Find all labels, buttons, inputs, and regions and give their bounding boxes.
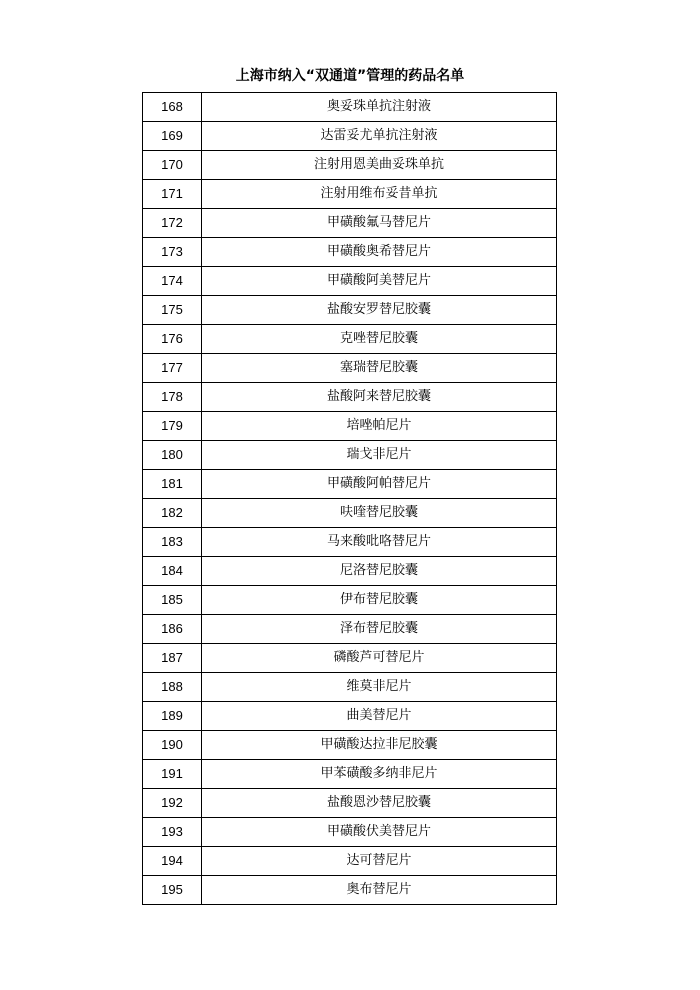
drug-name-cell: 盐酸阿来替尼胶囊 bbox=[202, 383, 557, 412]
row-number-cell: 190 bbox=[143, 731, 202, 760]
drug-name-cell: 维莫非尼片 bbox=[202, 673, 557, 702]
row-number-cell: 170 bbox=[143, 151, 202, 180]
row-number-cell: 185 bbox=[143, 586, 202, 615]
row-number-cell: 174 bbox=[143, 267, 202, 296]
table-row bbox=[143, 122, 557, 151]
table-row bbox=[143, 760, 557, 789]
drug-name-cell: 奥妥珠单抗注射液 bbox=[202, 93, 557, 122]
row-number-cell: 176 bbox=[143, 325, 202, 354]
row-number-cell: 178 bbox=[143, 383, 202, 412]
drug-name-cell: 培唑帕尼片 bbox=[202, 412, 557, 441]
drug-name-cell: 盐酸安罗替尼胶囊 bbox=[202, 296, 557, 325]
drug-name-cell: 甲磺酸氟马替尼片 bbox=[202, 209, 557, 238]
table-row bbox=[143, 93, 557, 122]
drug-name-cell: 克唑替尼胶囊 bbox=[202, 325, 557, 354]
drug-name-cell: 达可替尼片 bbox=[202, 847, 557, 876]
drug-name-cell: 磷酸芦可替尼片 bbox=[202, 644, 557, 673]
row-number-cell: 194 bbox=[143, 847, 202, 876]
drug-name-cell: 曲美替尼片 bbox=[202, 702, 557, 731]
table-row bbox=[143, 325, 557, 354]
row-number-cell: 177 bbox=[143, 354, 202, 383]
table-row bbox=[143, 354, 557, 383]
row-number-cell: 182 bbox=[143, 499, 202, 528]
table-row bbox=[143, 876, 557, 905]
drug-name-cell: 伊布替尼胶囊 bbox=[202, 586, 557, 615]
row-number-cell: 180 bbox=[143, 441, 202, 470]
drug-name-cell: 呋喹替尼胶囊 bbox=[202, 499, 557, 528]
row-number-cell: 184 bbox=[143, 557, 202, 586]
drug-name-cell: 甲苯磺酸多纳非尼片 bbox=[202, 760, 557, 789]
row-number-cell: 186 bbox=[143, 615, 202, 644]
row-number-cell: 169 bbox=[143, 122, 202, 151]
drug-name-cell: 甲磺酸奥希替尼片 bbox=[202, 238, 557, 267]
row-number-cell: 183 bbox=[143, 528, 202, 557]
table-row bbox=[143, 296, 557, 325]
drug-name-cell: 泽布替尼胶囊 bbox=[202, 615, 557, 644]
table-row bbox=[143, 615, 557, 644]
table-row bbox=[143, 412, 557, 441]
table-row bbox=[143, 702, 557, 731]
drug-name-cell: 马来酸吡咯替尼片 bbox=[202, 528, 557, 557]
row-number-cell: 181 bbox=[143, 470, 202, 499]
table-row bbox=[143, 644, 557, 673]
drug-list-table bbox=[142, 92, 557, 905]
row-number-cell: 191 bbox=[143, 760, 202, 789]
drug-name-cell: 盐酸恩沙替尼胶囊 bbox=[202, 789, 557, 818]
table-row bbox=[143, 528, 557, 557]
row-number-cell: 192 bbox=[143, 789, 202, 818]
table-row bbox=[143, 499, 557, 528]
row-number-cell: 171 bbox=[143, 180, 202, 209]
table-row bbox=[143, 789, 557, 818]
table-row bbox=[143, 586, 557, 615]
drug-name-cell: 尼洛替尼胶囊 bbox=[202, 557, 557, 586]
table-row bbox=[143, 383, 557, 412]
drug-list-body bbox=[143, 93, 557, 905]
table-row bbox=[143, 557, 557, 586]
drug-name-cell: 注射用维布妥昔单抗 bbox=[202, 180, 557, 209]
row-number-cell: 168 bbox=[143, 93, 202, 122]
drug-name-cell: 甲磺酸伏美替尼片 bbox=[202, 818, 557, 847]
row-number-cell: 187 bbox=[143, 644, 202, 673]
table-row bbox=[143, 673, 557, 702]
row-number-cell: 175 bbox=[143, 296, 202, 325]
row-number-cell: 179 bbox=[143, 412, 202, 441]
document-title: 上海市纳入“双通道”管理的药品名单 bbox=[235, 68, 465, 84]
drug-name-cell: 甲磺酸达拉非尼胶囊 bbox=[202, 731, 557, 760]
drug-name-cell: 甲磺酸阿美替尼片 bbox=[202, 267, 557, 296]
table-row bbox=[143, 209, 557, 238]
drug-name-cell: 甲磺酸阿帕替尼片 bbox=[202, 470, 557, 499]
table-row bbox=[143, 238, 557, 267]
drug-name-cell: 达雷妥尤单抗注射液 bbox=[202, 122, 557, 151]
row-number-cell: 189 bbox=[143, 702, 202, 731]
row-number-cell: 173 bbox=[143, 238, 202, 267]
table-row bbox=[143, 818, 557, 847]
table-row bbox=[143, 180, 557, 209]
table-row bbox=[143, 151, 557, 180]
row-number-cell: 195 bbox=[143, 876, 202, 905]
table-row bbox=[143, 267, 557, 296]
drug-name-cell: 注射用恩美曲妥珠单抗 bbox=[202, 151, 557, 180]
row-number-cell: 172 bbox=[143, 209, 202, 238]
table-row bbox=[143, 470, 557, 499]
drug-name-cell: 瑞戈非尼片 bbox=[202, 441, 557, 470]
row-number-cell: 188 bbox=[143, 673, 202, 702]
table-row bbox=[143, 731, 557, 760]
table-row bbox=[143, 847, 557, 876]
drug-name-cell: 奥布替尼片 bbox=[202, 876, 557, 905]
row-number-cell: 193 bbox=[143, 818, 202, 847]
drug-name-cell: 塞瑞替尼胶囊 bbox=[202, 354, 557, 383]
table-row bbox=[143, 441, 557, 470]
